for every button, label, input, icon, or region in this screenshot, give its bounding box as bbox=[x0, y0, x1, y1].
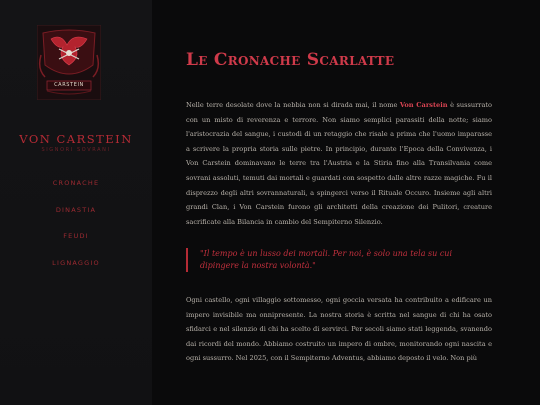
nav-item-dinastia[interactable] bbox=[0, 204, 152, 231]
nav-item-label: CRONACHE bbox=[52, 179, 100, 187]
page-title: Le Cronache Scarlatte bbox=[186, 50, 395, 70]
intro-text-start: Nelle terre desolate dove la nebbia non si dirada mai, il nome bbox=[186, 101, 400, 109]
sidebar-nav bbox=[0, 177, 152, 283]
second-paragraph: Ogni castello, ogni villaggio sottomesso, ogni goccia versata ha contribuito a edificare un impero invisibile ma onnipresente. La nostra storia è scritta nel sangue di chi ha osato sfidarci e nel silenzio di chi ha scelto di servirci. Per secoli siamo stati leggenda, svanendo dai ricordi del mondo. Abbiamo costruito un impero di ombre, monitorando ogni nascita e ogni sussurro. Nel 2025, con il Sempiterno Adventus, abbiamo deposto il velo. Non più bbox=[186, 296, 492, 363]
dragon-crest-icon bbox=[37, 25, 101, 100]
brand-name: VON CARSTEIN bbox=[19, 132, 133, 146]
sidebar bbox=[0, 0, 153, 405]
crest-banner-text: CARSTEIN bbox=[54, 82, 84, 88]
crest-emblem[interactable] bbox=[37, 25, 101, 100]
intro-text-end: è sussurrato con un misto di reverenza e terrore. Non siamo semplici parassiti della notte; siamo l'aristocrazia del sangue, i custodi di un retaggio che risale a prima che l'uomo imparasse a scrivere la propria storia sulle pietre. In principio, durante l'Epoca della Convivenza, i Von Carstein dominavano le terre tra l'Austria e la Stiria fino alla Transilvania come sovrani assoluti, temuti dai mortali e guardati con sospetto dalle altre razze magiche. Fu il disprezzo degli altri sovrannaturali, a spingerci verso il Rituale Occuro. Insieme agli altri grandi Clan, i Von Carstein furono gli architetti della creazione dei Pulitori, creature sacrificate alla Bilancia in cambio del Sempiterno Silenzio. bbox=[186, 101, 492, 226]
nav-item-label: DINASTIA bbox=[55, 205, 97, 214]
main-content bbox=[152, 0, 540, 405]
highlight-name: Von Carstein bbox=[399, 101, 448, 109]
nav-item-feudi[interactable] bbox=[0, 230, 152, 257]
nav-item-cronache[interactable] bbox=[0, 177, 152, 204]
intro-paragraph bbox=[186, 98, 492, 229]
brand-subtitle: SIGNORI SOVRANI bbox=[41, 147, 111, 153]
nav-item-label: LIGNAGGIO bbox=[52, 258, 100, 267]
pull-quote: "Il tempo è un lusso dei mortali. Per noi, è solo una tela su cui dipingere la nostra volontà." bbox=[186, 248, 492, 272]
nav-item-label: FEUDI bbox=[63, 232, 89, 240]
nav-item-lignaggio[interactable] bbox=[0, 257, 152, 284]
